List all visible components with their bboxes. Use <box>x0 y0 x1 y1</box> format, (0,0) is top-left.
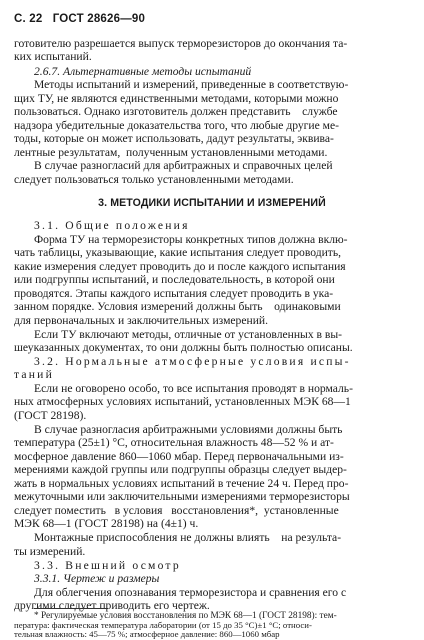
section-3-heading: 3. МЕТОДИКИ ИСПЫТАНИИ И ИЗМЕРЕНИЙ <box>98 197 326 209</box>
text-line: Монтажные приспособления не должны влиять на результа- <box>34 531 342 544</box>
footnote-line: тельная влажность: 45—75 %; атмосферное давление: 860—1060 мбар <box>14 629 280 639</box>
text-line: В случае разногласия арбитражными условиями должны быть <box>34 423 343 436</box>
text-line: ты измерений. <box>14 545 86 558</box>
section-3-2-title-cont: таний <box>14 368 54 381</box>
text-line: ных атмосферных условиях испытаний, установленных МЭК 68—1 <box>14 395 351 408</box>
text-line: температура (25±1) °С, относительная влажность 48—52 % и ат- <box>14 436 334 449</box>
text-line: щих ТУ, не являются единственными методами, которыми можно <box>14 92 339 105</box>
text-line: занном порядке. Условия измерений должны быть одинаковыми <box>14 300 341 313</box>
text-line: Если не оговорено особо, то все испытания проводят в нормаль- <box>34 382 353 395</box>
text-line: следует поместить в условия восстановления*, установленные <box>14 504 339 517</box>
page-header <box>14 13 145 25</box>
section-3-3-title: 3.3. Внешний осмотр <box>34 559 181 572</box>
text-line: В случае разногласий для арбитражных и справочных целей <box>34 159 333 172</box>
section-2-6-7-title: 2.6.7. Альтернативные методы испытаний <box>34 65 252 78</box>
text-line: межуточными или заключительными измерениями терморезисторы <box>14 490 350 503</box>
text-line: шеуказанных документах, то они должны быть полностью описаны. <box>14 341 353 354</box>
text-line: другими следует приводить его чертеж. <box>14 599 210 612</box>
text-line: Форма ТУ на терморезисторы конкретных типов должна вклю- <box>34 233 348 246</box>
text-line: чать таблицы, указывающие, какие испытания следует проводить, <box>14 246 342 259</box>
text-line: следует пользоваться только установленными методами. <box>14 173 294 186</box>
section-3-2-title: 3.2. Нормальные атмосферные условия испы- <box>34 355 351 368</box>
text-line: Для облегчения опознавания терморезистора и сравнения его с <box>34 586 347 599</box>
text-line: готовителю разрешается выпуск терморезисторов до окончания та- <box>14 37 348 50</box>
section-3-3-1-title: 3.3.1. Чертеж и размеры <box>34 572 160 585</box>
section-3-1-title: 3.1. Общие положения <box>34 219 190 232</box>
footnote-rule <box>34 608 108 609</box>
text-line: МЭК 68—1 (ГОСТ 28198) на (4±1) ч. <box>14 517 199 530</box>
text-line: тоды, которые он может использовать, дадут результаты, эквива- <box>14 132 334 145</box>
text-line: жать в нормальных условиях испытаний в течение 24 ч. Перед про- <box>14 477 349 490</box>
page-number: С. 22 <box>14 13 43 25</box>
standard-number: ГОСТ 28626—90 <box>52 13 146 25</box>
text-line: пользоваться. Однако изготовитель должен представить службе <box>14 105 338 118</box>
footnote-line: * Регулируемые условия восстановления по МЭК 68—1 (ГОСТ 28198): тем- <box>34 611 337 621</box>
text-line: лентные результатам, полученным установленными методами. <box>14 146 328 159</box>
text-line: Методы испытаний и измерений, приведенные в соответствую- <box>34 78 349 91</box>
text-line: проводятся. Этапы каждого испытания следует проводить в ука- <box>14 287 334 300</box>
text-line: ких испытаний. <box>14 50 92 63</box>
text-line: для первоначальных и заключительных измерений. <box>14 314 269 327</box>
text-line: какие измерения следует проводить до и после каждого испытания <box>14 260 346 273</box>
text-line: мосферное давление 860—1060 мбар. Перед первоначальными из- <box>14 450 344 463</box>
text-line: мерениями каждой группы или подгруппы образцы следует выдер- <box>14 463 347 476</box>
text-line: надзора убедительные доказательства того, что любые другие ме- <box>14 119 340 132</box>
footnote-line: пература: фактическая температура лаборатории (от 15 до 35 °С)±1 °С; относи- <box>14 620 312 630</box>
text-line: Если ТУ включают методы, отличные от установленных в вы- <box>34 328 343 341</box>
text-line: или подгруппы испытаний, и последовательность, в которой они <box>14 273 335 286</box>
text-line: (ГОСТ 28198). <box>14 409 87 422</box>
